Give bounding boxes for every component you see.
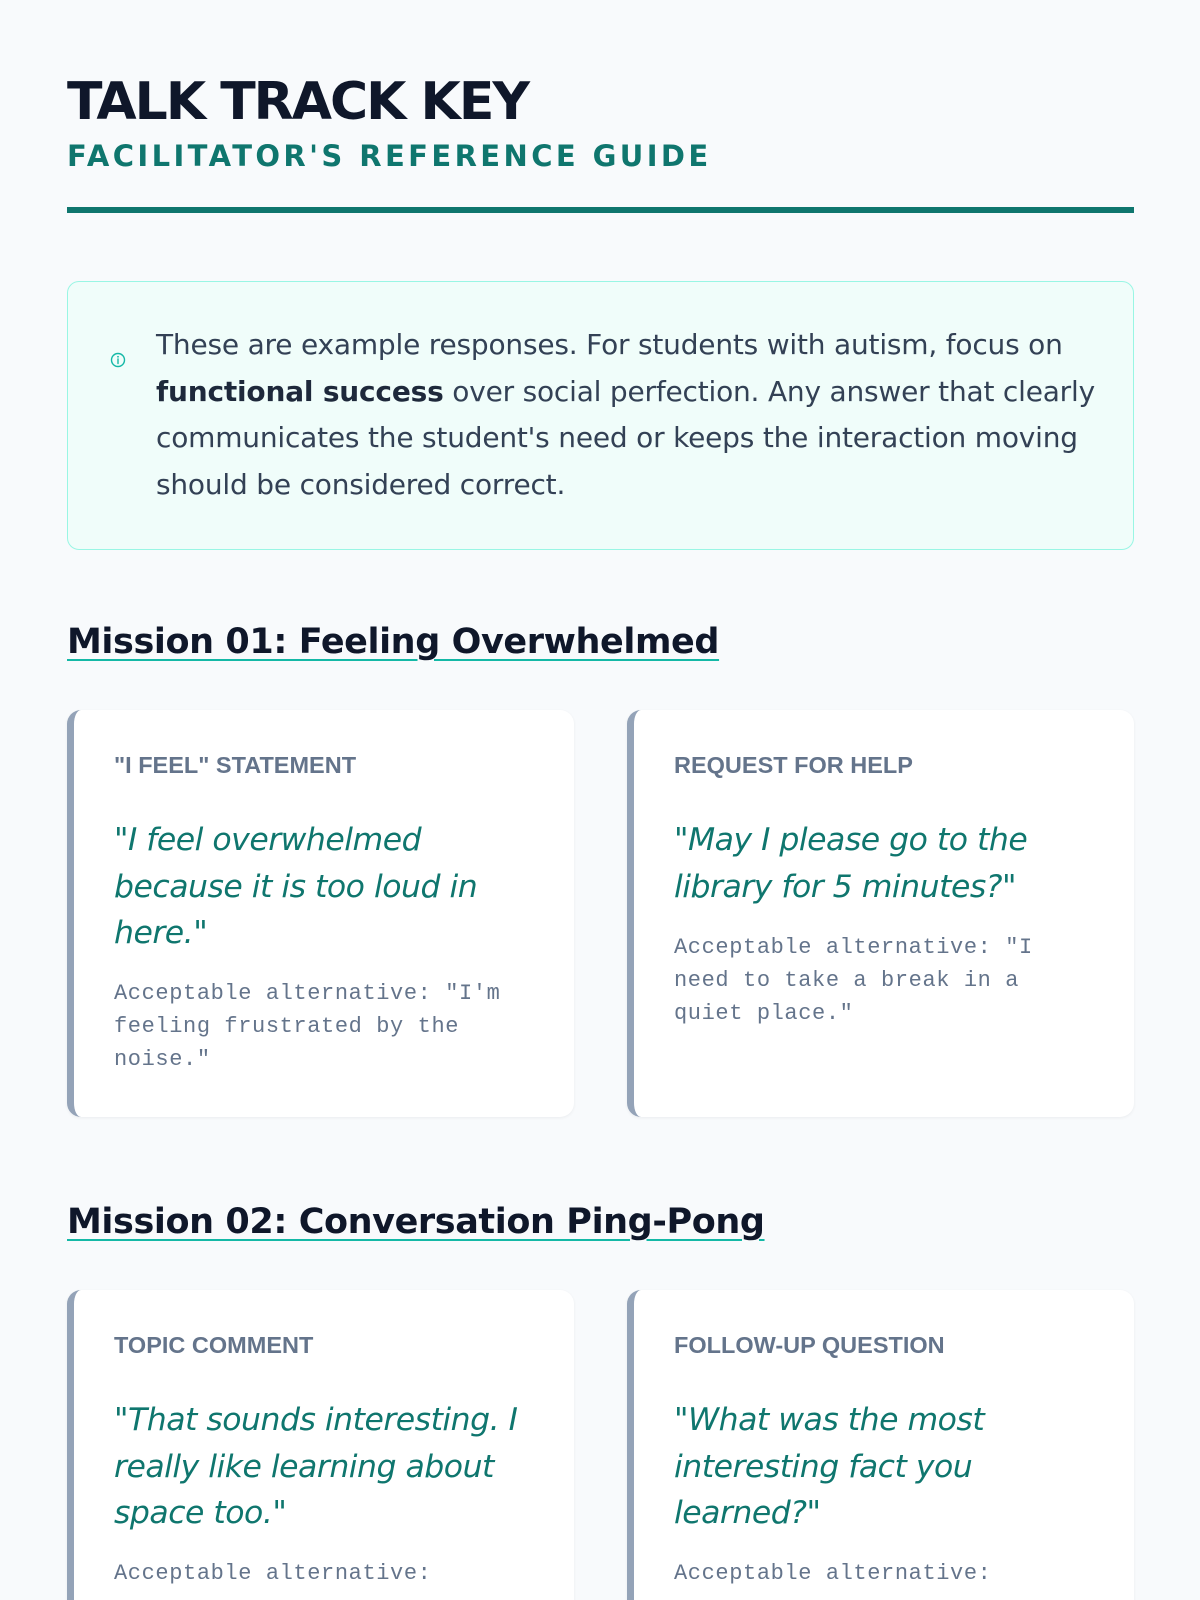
card-alternative: Acceptable alternative: "I'm feeling frustrated by the noise." [114, 981, 501, 1072]
mission-01-card-feel-statement [67, 710, 574, 1117]
card-example-quote: "That sounds interesting. I really like learning about space too." [114, 1402, 518, 1531]
info-text-end: over social perfection. Any answer that clearly communicates the student's need or keeps the interaction moving should be considered correct. [156, 374, 1095, 501]
page-title: TALK TRACK KEY [67, 72, 528, 132]
info-text-start: These are example responses. For students with autism, focus on [156, 328, 1063, 361]
card-example-quote: "I feel overwhelmed because it is too loud in here." [114, 822, 478, 951]
card-label: "I FEEL" STATEMENT [114, 752, 357, 778]
mission-02-card-follow-up-question [627, 1290, 1134, 1600]
info-callout [67, 281, 1134, 550]
mission-02-card-topic-comment [67, 1290, 574, 1600]
info-text [156, 322, 1096, 508]
mission-01-heading: Mission 01: Feeling Overwhelmed [67, 622, 720, 662]
card-label: FOLLOW-UP QUESTION [674, 1332, 945, 1358]
card-alternative: Acceptable alternative: "I need to take a break in a quiet place." [674, 935, 1033, 1026]
card-alternative: Acceptable alternative: [674, 1561, 992, 1586]
info-circle-icon [110, 352, 126, 368]
card-alternative: Acceptable alternative: [114, 1561, 432, 1586]
mission-02-heading: Mission 02: Conversation Ping-Pong [67, 1202, 765, 1242]
mission-01-card-request-help [627, 710, 1134, 1117]
card-example-quote: "What was the most interesting fact you learned?" [674, 1402, 985, 1531]
page-subtitle: FACILITATOR'S REFERENCE GUIDE [67, 139, 712, 173]
card-label: REQUEST FOR HELP [674, 752, 913, 778]
card-example-quote: "May I please go to the library for 5 minutes?" [674, 822, 1028, 905]
info-text-emphasis: functional success [156, 374, 444, 408]
card-label: TOPIC COMMENT [114, 1332, 314, 1358]
header-divider [67, 207, 1134, 213]
